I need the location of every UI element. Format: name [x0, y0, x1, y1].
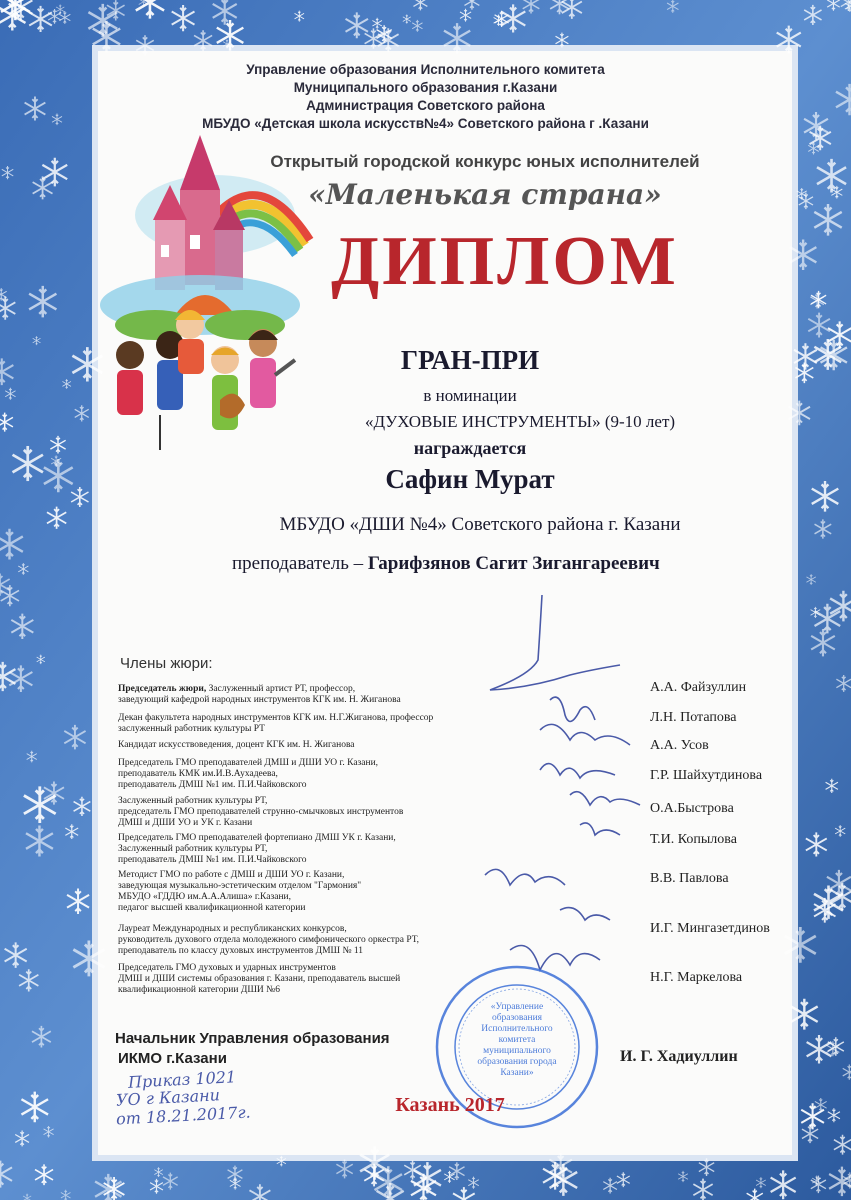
school-name: МБУДО «ДШИ №4» Советского района г. Казани: [279, 514, 681, 535]
jury-role-3-text: Кандидат искусствоведения, доцент КГК им. Н. Жиганова: [118, 740, 355, 750]
kids-castle-illustration: [95, 115, 315, 460]
jury-role-2-line2: заслуженный работник культуры РТ: [118, 724, 265, 734]
jury-role-7-text: Методист ГМО по работе с ДМШ и ДШИ УО г. Казани,: [118, 870, 345, 880]
jury-role-8: [118, 924, 419, 957]
teacher-name: Гарифзянов Сагит Зигангареевич: [367, 553, 660, 574]
handwritten-line-2: УО г Казани: [115, 1085, 221, 1110]
stamp-center-text: «Управление образования Исполнительного комитета муниципального образования города Казани»: [477, 1002, 557, 1078]
jury-name-3: А.А. Усов: [650, 738, 709, 753]
jury-role-3: [118, 740, 355, 751]
jury-name-7: В.В. Павлова: [650, 871, 729, 886]
contest-title: «Маленькая страна»: [308, 178, 662, 211]
jury-role-5: [118, 796, 403, 829]
jury-role-5-text: Заслуженный работник культуры РТ,: [118, 796, 268, 806]
jury-role-9: [118, 963, 400, 996]
jury-role-4-text: Председатель ГМО преподавателей ДМШ и ДШИ УО г. Казани,: [118, 758, 379, 768]
awarded-label: награждается: [413, 438, 527, 458]
jury-name-8: И.Г. Мингазетдинов: [650, 921, 770, 936]
header-line-3: Администрация Советского района: [306, 98, 545, 113]
recipient-name: Сафин Мурат: [385, 464, 555, 494]
handwritten-line-1: Приказ 1021: [127, 1067, 237, 1092]
signatory-title-2: ИКМО г.Казани: [118, 1050, 227, 1067]
header-line-4: МБУДО «Детская школа искусств№4» Советского района г .Казани: [202, 116, 649, 131]
jury-name-9: Н.Г. Маркелова: [650, 970, 743, 985]
diploma-title: ДИПЛОМ: [331, 223, 679, 300]
footer-city-year: Казань 2017: [395, 1094, 505, 1116]
jury-role-9-line2: ДМШ и ДШИ системы образования г. Казани, преподаватель высшей: [118, 974, 401, 984]
jury-name-4: Г.Р. Шайхутдинова: [650, 768, 763, 783]
jury-role-2: [118, 713, 433, 735]
jury-role-6-line3: преподаватель ДМШ №1 им. П.И.Чайковского: [118, 855, 307, 865]
header-line-2: Муниципального образования г.Казани: [293, 80, 558, 95]
jury-role-1-bold: Председатель жюри,: [118, 684, 207, 694]
jury-role-7-line2: заведующая музыкально-эстетическим отделом "Гармония": [118, 881, 362, 891]
jury-role-9-text: Председатель ГМО духовых и ударных инструментов: [118, 963, 336, 973]
teacher-line: [232, 553, 660, 575]
jury-signatures: [470, 590, 650, 1010]
jury-name-5: О.А.Быстрова: [650, 801, 734, 816]
teacher-label: преподаватель –: [232, 553, 364, 574]
signatory-name: И. Г. Хадиуллин: [620, 1048, 738, 1065]
jury-role-8-text: Лауреат Международных и республиканских конкурсов,: [118, 924, 347, 934]
signatory-title-1: Начальник Управления образования: [115, 1030, 390, 1047]
jury-heading: Члены жюри:: [120, 655, 213, 672]
jury-role-4: [118, 758, 378, 791]
jury-role-1-line2: заведующий кафедрой народных инструментов КГК им. Н. Жиганова: [118, 695, 401, 705]
jury-role-2-text: Декан факультета народных инструментов КГК им. Н.Г.Жиганова, профессор: [118, 713, 434, 723]
jury-role-6: [118, 833, 396, 866]
jury-role-4-line3: преподаватель ДМШ №1 им. П.И.Чайковского: [118, 780, 307, 790]
jury-role-7-line4: педагог высшей квалификационной категории: [118, 903, 306, 913]
nomination: «ДУХОВЫЕ ИНСТРУМЕНТЫ» (9-10 лет): [364, 412, 676, 431]
handwritten-line-3: от 18.21.2017г.: [115, 1102, 252, 1129]
jury-name-6: Т.И. Копылова: [650, 832, 737, 847]
nomination-intro: в номинации: [423, 386, 517, 405]
jury-role-5-line3: ДМШ и ДШИ УО и УК г. Казани: [118, 818, 253, 828]
jury-role-8-line2: руководитель духового отдела молодежного симфонического оркестра РТ,: [118, 935, 419, 945]
jury-role-1: [118, 684, 401, 706]
jury-role-7-line3: МБУДО «ГДДЮ им.А.А.Алиша» г.Казани,: [118, 892, 291, 902]
jury-role-8-line3: преподаватель по классу духовых инструментов ДМШ № 11: [118, 946, 364, 956]
jury-role-4-line2: преподаватель КМК им.И.В.Аухадеева,: [118, 769, 278, 779]
award-grade: ГРАН-ПРИ: [400, 345, 540, 375]
header-line-1: Управление образования Исполнительного комитета: [246, 62, 605, 77]
jury-role-6-line2: Заслуженный работник культуры РТ,: [118, 844, 268, 854]
jury-name-1: А.А. Файзуллин: [650, 680, 747, 695]
jury-name-2: Л.Н. Потапова: [650, 710, 737, 725]
contest-name: Открытый городской конкурс юных исполнителей: [270, 152, 700, 171]
jury-role-7: [118, 870, 361, 914]
jury-role-6-text: Председатель ГМО преподавателей фортепиано ДМШ УК г. Казани,: [118, 833, 396, 843]
jury-role-9-line3: квалификационной категории ДШИ №6: [118, 985, 280, 995]
jury-role-1-text: Заслуженный артист РТ, профессор,: [206, 684, 356, 694]
jury-role-5-line2: председатель ГМО преподавателей струнно-смычковых инструментов: [118, 807, 404, 817]
